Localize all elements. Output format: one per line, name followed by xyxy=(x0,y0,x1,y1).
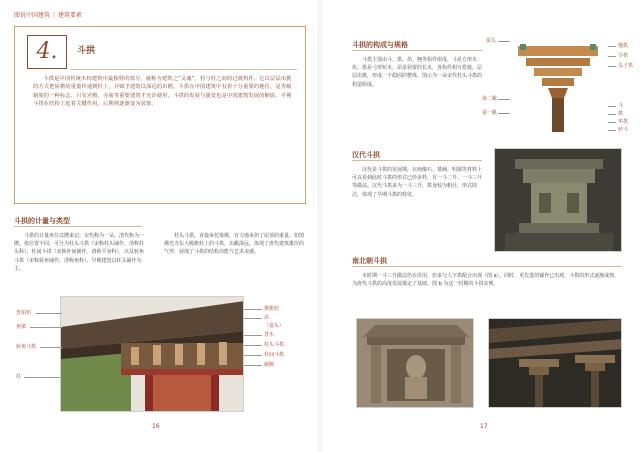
section-text-han: 汉代是斗拱的发展期，在画像石、墓阙、明器等材料上可以看到此时斗拱的形式已经多样，有一斗二升、一斗三升等做法。汉代斗拱多为一斗三升，拱身较为粗壮，形式简洁，体现了早期斗拱的特征。 xyxy=(352,167,483,198)
timber-bracket-illustration xyxy=(489,319,622,408)
callout-leader xyxy=(608,46,616,47)
page-number-left: 16 xyxy=(152,423,160,430)
callout-leader xyxy=(498,41,510,42)
callout-column-bracket: 柱头斗拱 xyxy=(264,342,285,348)
callout-leader xyxy=(608,56,616,57)
callout-huagong: 华拱 xyxy=(618,119,629,125)
callout-leader xyxy=(608,66,616,67)
callout-gong: 拱 xyxy=(618,111,624,117)
section-title-composition: 斗拱的构成与规格 xyxy=(352,41,408,49)
callout-leader xyxy=(244,355,262,356)
callout-leader xyxy=(498,113,510,114)
right-page xyxy=(322,0,640,452)
bracket-set-illustration xyxy=(508,36,608,136)
callout-lan-e: 阑额 xyxy=(264,362,275,368)
callout-leader xyxy=(30,327,62,328)
callout-second-tier: 第二跳 xyxy=(482,96,498,102)
callout-pupai-fang: 普拍枋 xyxy=(16,310,32,316)
callout-leader xyxy=(40,347,62,348)
chapter-number: 4. xyxy=(27,35,67,69)
callout-mangong: 慢拱 xyxy=(618,43,629,49)
han-model-photo xyxy=(494,148,622,252)
section-title-north-south: 南北朝斗拱 xyxy=(352,257,387,265)
running-head: 图说中国建筑 | 建筑要素 xyxy=(14,12,83,19)
callout-liaoyan-fang: 撩檐枋 xyxy=(264,306,280,312)
timber-bracket-photo xyxy=(488,318,622,408)
callout-leader xyxy=(244,365,262,366)
callout-leader xyxy=(24,377,62,378)
callout-leader xyxy=(608,114,616,115)
section-title-han: 汉代斗拱 xyxy=(352,151,380,159)
callout-column: 柱 xyxy=(16,374,22,380)
section-divider xyxy=(14,226,142,227)
callout-leader xyxy=(244,318,262,319)
section-divider xyxy=(352,160,482,161)
running-head-chapter: 建筑要素 xyxy=(58,12,83,19)
callout-ang: 昂 xyxy=(264,315,270,321)
callout-leader xyxy=(608,106,616,107)
page-number-right: 17 xyxy=(480,423,488,430)
section-text-col2: 柱头斗拱，直接承托梁栿，有力地承担了屋顶的重量。如图佛光寺东大殿檐柱上的斗拱，出跳深远，体现了唐代建筑雄浑的气势，展现了斗拱的结构功能与艺术美感。 xyxy=(164,233,305,256)
temple-eave-illustration xyxy=(61,297,244,412)
callout-leader xyxy=(36,313,62,314)
left-page xyxy=(0,0,318,452)
chapter-intro-box xyxy=(14,26,306,204)
callout-leader xyxy=(244,335,262,336)
running-head-book: 图说中国建筑 xyxy=(14,12,51,19)
callout-dou: 斗 xyxy=(618,103,624,109)
temple-eave-photo xyxy=(60,296,244,412)
callout-leader xyxy=(608,122,616,123)
callout-intercolumn-bracket: 柱间斗拱 xyxy=(264,352,285,358)
section-text-col1: 斗拱的计量单位以攒来记。宋代称为一朵，清代称为一攒。依位置不同，可分为柱头斗拱（宋称柱头铺作、清称柱头科）、柱间斗拱（宋称补间铺作、清称平身科），以及转角斗拱（宋称转角铺作、清称角科）。早期建筑以柱头铺作为主。 xyxy=(14,233,145,272)
han-model-illustration xyxy=(495,149,622,252)
callout-corner-bracket: 转角斗拱 xyxy=(16,344,37,350)
callout-ludou: 栌斗 xyxy=(618,127,629,133)
callout-timu: 替木 xyxy=(264,332,275,338)
callout-leader xyxy=(498,99,510,100)
bracket-set-photo xyxy=(508,36,608,136)
callout-leader xyxy=(244,309,262,310)
stone-relief-illustration xyxy=(357,319,474,408)
callout-guazigong: 瓜子拱 xyxy=(618,63,634,69)
section-divider xyxy=(352,266,622,267)
stone-relief-photo xyxy=(356,318,474,408)
callout-linggong: 令拱 xyxy=(618,53,629,59)
callout-shuatou: （耍头） xyxy=(264,323,285,329)
callout-shuatou: 耍头 xyxy=(486,38,497,44)
section-title-measurement: 斗拱的计量与类型 xyxy=(14,217,70,225)
section-text-north-south: 本时期一斗三升做法仍在沿用，但多与人字拱配合出现（图 a）。同时，更先进的铺作已出现，斗拱的形式逐渐成熟，为唐代斗拱的高度发展奠定了基础。图 b 为这一时期的斗拱实例。 xyxy=(352,273,620,288)
chapter-intro-text: 斗拱是中国传统木构建筑中最独特的部分，被称为建筑之“灵魂”。枋与柱之间的过渡构件，它以层层出挑的方式把屋檐的重量传递到柱上，并赋予建筑以深远的出檐。斗拱在中国建筑中有着十分重要的地位，是等级制度的一种标志，只有宫殿、寺庙等重要建筑才允许使用。斗拱的发展与演变也是中国建筑发展的缩影，早期斗拱在结构上起着关键作用，后期则逐渐变为装饰。 xyxy=(33,76,292,108)
callout-jiaoliang: 角梁 xyxy=(16,324,27,330)
callout-leader xyxy=(608,130,616,131)
section-text-composition: 斗拱主要由斗、拱、昂、翘等构件组成，斗是方形木块，拱是弓形短木，昂是斜置的长木，各构件相互搭接，层层出挑，形成一个稳固的整体。图示为一朵宋代柱头斗拱的构造组成。 xyxy=(352,57,483,88)
chapter-divider xyxy=(71,69,297,70)
callout-leader xyxy=(244,345,262,346)
callout-first-tier: 第一跳 xyxy=(482,110,498,116)
chapter-title: 斗拱 xyxy=(77,46,96,56)
section-divider xyxy=(352,50,482,51)
